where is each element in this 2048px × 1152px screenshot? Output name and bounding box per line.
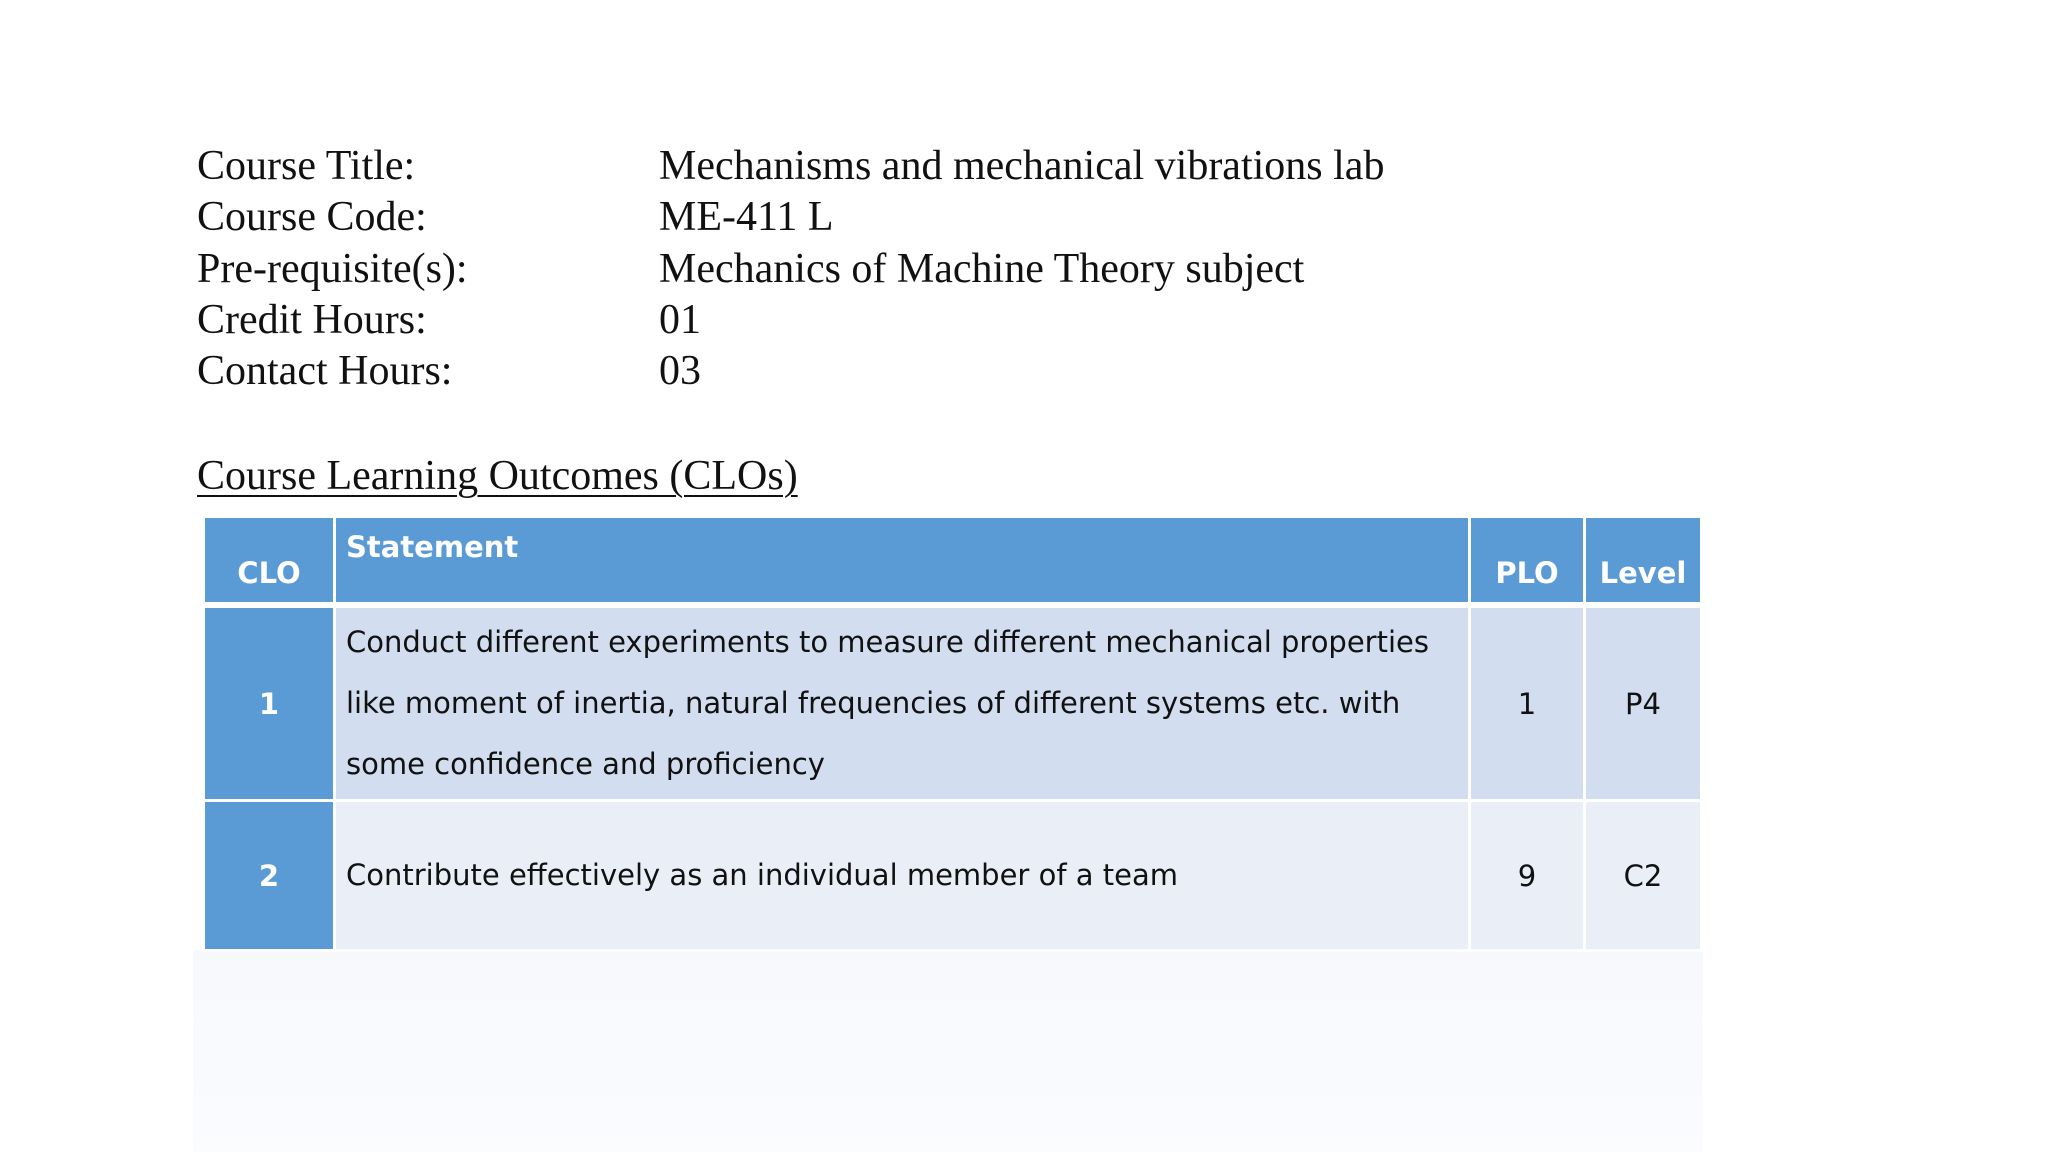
level-column-header: Level (1585, 517, 1702, 606)
course-info (197, 141, 1384, 397)
plo-value: 9 (1470, 801, 1585, 951)
course-title-label: Course Title: (197, 143, 416, 189)
table-row (204, 801, 1702, 951)
course-code-label: Course Code: (197, 194, 427, 241)
clo-column-header: CLO (204, 517, 335, 606)
clo-statement: Conduct different experiments to measure different mechanical properties like moment of inertia, natural frequencies of different systems etc. with some confidence and proficiency (335, 605, 1470, 801)
credit-hours-label: Credit Hours: (197, 296, 427, 343)
clo-statement: Contribute effectively as an individual member of a team (335, 801, 1470, 951)
statement-column-header: Statement (335, 517, 1470, 606)
credit-hours-value: 01 (659, 296, 701, 343)
table-row (204, 605, 1702, 801)
plo-column-header: PLO (1470, 517, 1585, 606)
course-code-value: ME-411 L (659, 194, 834, 241)
clo-number: 1 (204, 605, 335, 801)
contact-hours-label: Contact Hours: (197, 348, 453, 395)
level-value: P4 (1585, 605, 1702, 801)
clo-number: 2 (204, 801, 335, 951)
course-title-value: Mechanisms and mechanical vibrations lab (659, 143, 1385, 189)
level-value: C2 (1585, 801, 1702, 951)
clo-heading: Course Learning Outcomes (CLOs) (197, 453, 798, 499)
prerequisite-value: Mechanics of Machine Theory subject (659, 245, 1305, 292)
plo-value: 1 (1470, 605, 1585, 801)
prerequisite-label: Pre-requisite(s): (197, 245, 468, 292)
contact-hours-value: 03 (659, 348, 701, 395)
clo-table (202, 515, 1703, 952)
table-header-row (204, 517, 1702, 606)
background-fade (193, 950, 1703, 1152)
